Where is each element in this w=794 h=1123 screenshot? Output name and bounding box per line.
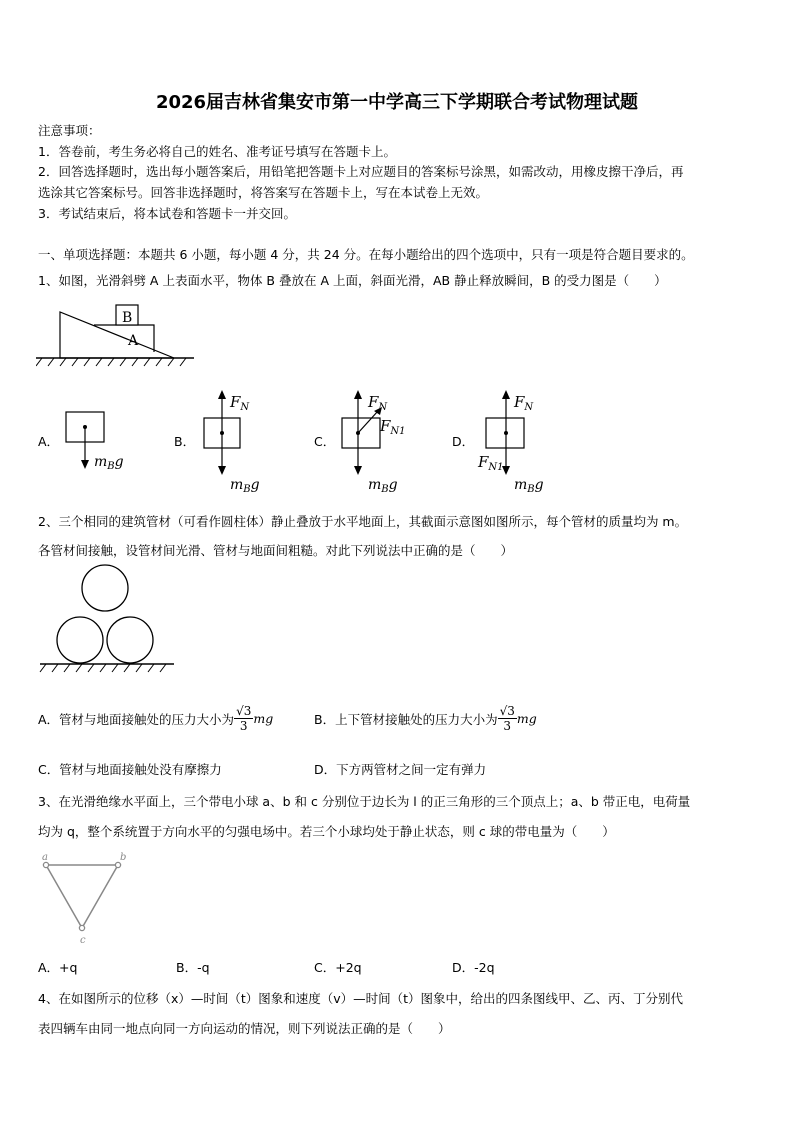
q3-option-d: D．-2q: [452, 960, 495, 975]
notice-heading: 注意事项：: [38, 123, 101, 138]
block-b-label: B: [122, 310, 133, 326]
notice-item-1: 1．答卷前，考生务必将自己的姓名、准考证号填写在答题卡上。: [38, 144, 396, 159]
svg-text:FN1: $F_{N1}$: [380, 417, 406, 437]
svg-text:mBg: $m_Bg$: [94, 454, 124, 472]
q2-stem-line1: 2、三个相同的建筑管材（可看作圆柱体）静止叠放于水平地面上，其截面示意图如图所示，每个管材的质量均为 m。: [38, 514, 688, 529]
vertex-b-label: b: [120, 852, 127, 863]
svg-text:mBg: $m_Bg$: [514, 477, 544, 495]
notice-item-2-cont: 选涂其它答案标号。回答非选择题时，将答案写在答题卡上，写在本试卷上无效。: [38, 185, 489, 200]
q1-option-b-diagram: [196, 385, 276, 495]
q3-option-b: B．-q: [176, 960, 210, 975]
svg-text:FN: $F_N$: [514, 393, 534, 413]
q1-option-c: C．: [314, 434, 336, 449]
q2-option-d: D．下方两管材之间一定有弹力: [314, 762, 487, 777]
q2-pipes-figure: [38, 548, 178, 676]
q4-stem-line2: 表四辆车由同一地点向同一方向运动的情况，则下列说法正确的是（ ）: [38, 1021, 451, 1036]
notice-item-3: 3．考试结束后，将本试卷和答题卡一并交回。: [38, 206, 296, 221]
svg-text:mBg: $m_Bg$: [368, 477, 398, 495]
vertex-a-label: a: [42, 852, 48, 863]
q2-option-a: A．管材与地面接触处的压力大小为 $\frac{√3}{3}$ mg: [38, 704, 274, 733]
q1-incline-figure: [36, 300, 196, 372]
q2-option-b: B．上下管材接触处的压力大小为 $\frac{√3}{3}$ mg: [314, 704, 537, 733]
q1-stem: 1、如图，光滑斜劈 A 上表面水平，物体 B 叠放在 A 上面，斜面光滑，AB 静止释放瞬间，B 的受力图是（ ）: [38, 273, 667, 288]
svg-text:mBg: $m_Bg$: [230, 477, 260, 495]
page-title: 2026届吉林省集安市第一中学高三下学期联合考试物理试题: [155, 92, 639, 113]
q3-option-a: A．+q: [38, 960, 78, 975]
svg-text:FN1: $F_{N1}$: [478, 453, 504, 473]
notice-item-2: 2．回答选择题时，选出每小题答案后，用铅笔把答题卡上对应题目的答案标号涂黑，如需改动，用橡皮擦干净后，再: [38, 164, 684, 179]
q2-option-b-fraction: $\frac{√3}{3}$: [499, 704, 515, 733]
q4-stem-line1: 4、在如图所示的位移（x）—时间（t）图象和速度（v）—时间（t）图象中，给出的四条图线甲、乙、丙、丁分别代: [38, 991, 684, 1006]
svg-text:FN: $F_N$: [230, 393, 250, 413]
svg-text:FN: $F_N$: [368, 393, 388, 413]
q1-option-d: D．: [452, 434, 475, 449]
q2-stem-line2: 各管材间接触，设管材间光滑、管材与地面间粗糙。对此下列说法中正确的是（ ）: [38, 543, 514, 558]
q1-option-b: B．: [174, 434, 196, 449]
q3-option-c: C．+2q: [314, 960, 362, 975]
section-heading: 一、单项选择题：本题共 6 小题，每小题 4 分，共 24 分。在每小题给出的四个选项中，只有一项是符合题目要求的。: [38, 247, 694, 262]
vertex-c-label: c: [80, 935, 86, 946]
q3-triangle-figure: [36, 850, 136, 950]
q3-stem-line2: 均为 q，整个系统置于方向水平的匀强电场中。若三个小球均处于静止状态，则 c 球的带电量为（ ）: [38, 824, 615, 839]
q3-stem-line1: 3、在光滑绝缘水平面上，三个带电小球 a、b 和 c 分别位于边长为 l 的正三角形的三个顶点上；a、b 带正电，电荷量: [38, 794, 691, 809]
q2-option-a-fraction: $\frac{√3}{3}$: [236, 704, 252, 733]
q1-option-a: A．: [38, 434, 60, 449]
q1-option-a-diagram: [60, 400, 140, 480]
q1-option-c-diagram: [334, 385, 424, 495]
q1-option-d-diagram: [474, 385, 564, 495]
q2-option-c: C．管材与地面接触处没有摩擦力: [38, 762, 222, 777]
block-a-label: A: [128, 333, 139, 349]
